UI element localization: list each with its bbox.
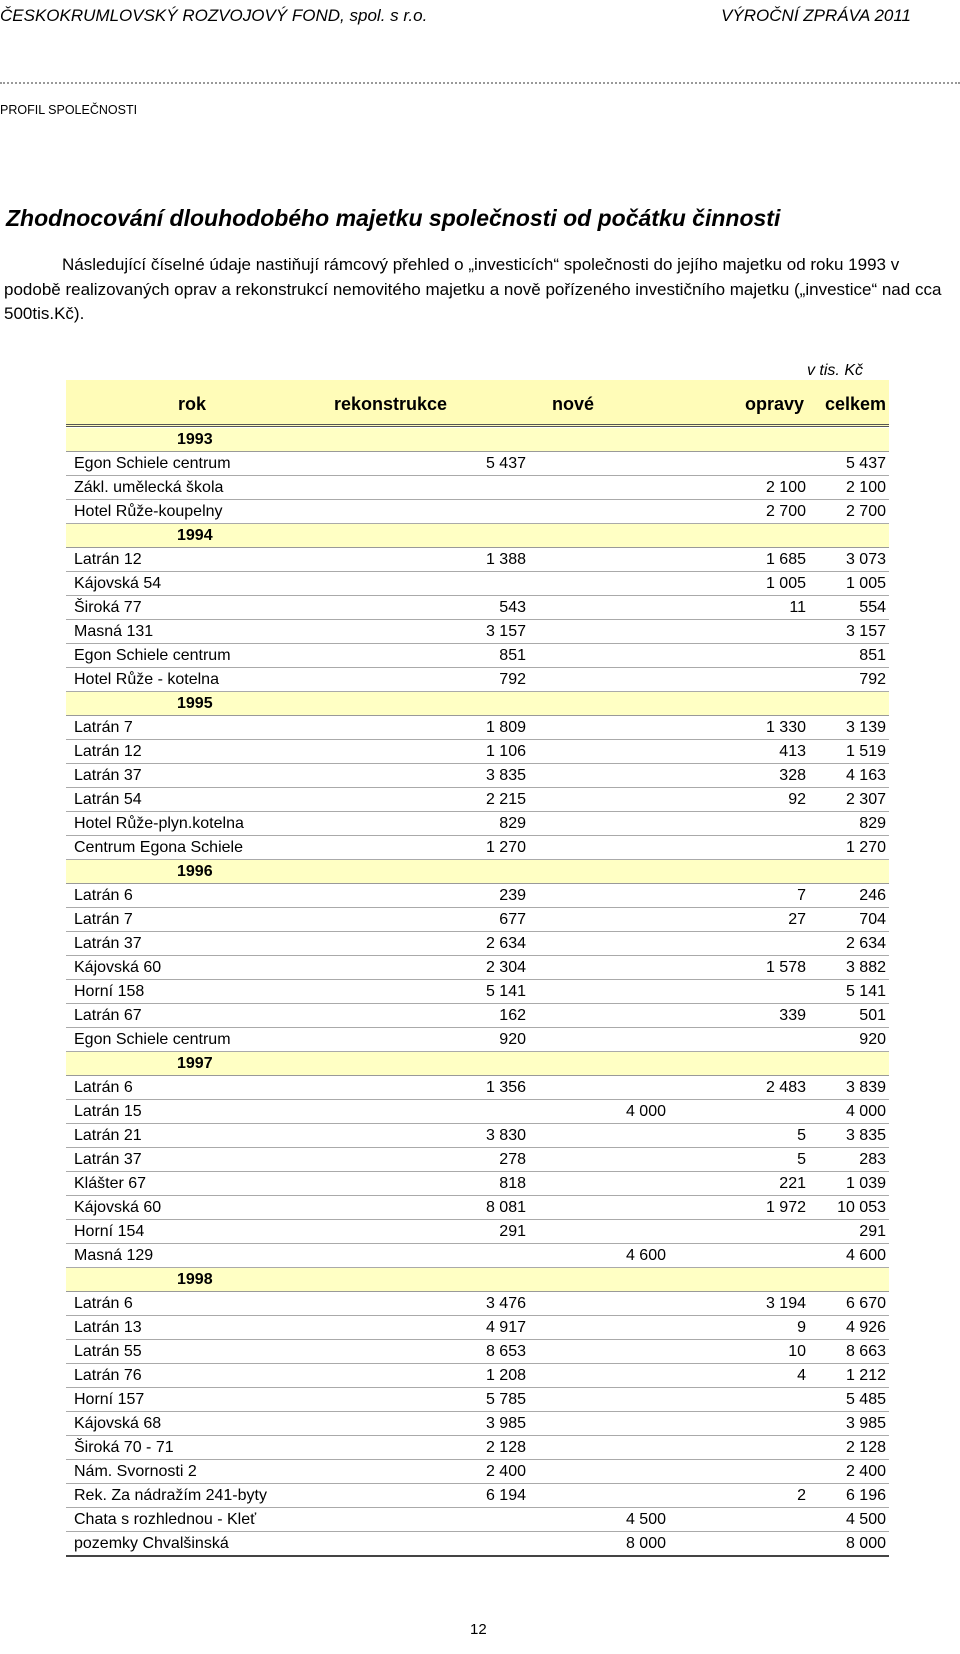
cell-name: pozemky Chvalšinská [74,1535,229,1552]
cell-rekonstrukce: 677 [499,911,526,928]
header-company: ČESKOKRUMLOVSKÝ ROZVOJOVÝ FOND, spol. s r.o. [0,6,428,25]
table-row [66,1124,889,1148]
cell-rekonstrukce: 792 [499,671,526,688]
year-row [66,524,889,548]
cell-name: Masná 129 [74,1247,154,1264]
cell-opravy: 92 [788,791,806,808]
cell-rekonstrukce: 1 388 [485,551,526,568]
table-row [66,884,889,908]
page-number: 12 [470,1621,487,1638]
cell-celkem: 3 835 [845,1127,886,1144]
cell-name: Latrán 7 [74,719,133,736]
table-row [66,1460,889,1484]
cell-celkem: 8 663 [845,1343,886,1360]
cell-opravy: 1 005 [765,575,806,592]
cell-celkem: 5 141 [845,983,886,1000]
table-row [66,1532,889,1557]
table-row [66,572,889,596]
cell-rekonstrukce: 1 208 [485,1367,526,1384]
cell-opravy: 11 [789,599,806,616]
cell-rekonstrukce: 543 [499,599,526,616]
cell-name: Latrán 7 [74,911,133,928]
table-row [66,500,889,524]
cell-name: Klášter 67 [74,1175,147,1192]
cell-opravy: 10 [788,1343,806,1360]
cell-celkem: 3 139 [845,719,886,736]
year-row [66,1052,889,1076]
table-row [66,1292,889,1316]
cell-opravy: 413 [779,743,806,760]
table-row [66,716,889,740]
table-row [66,644,889,668]
cell-celkem: 3 073 [845,551,886,568]
year-row [66,692,889,716]
cell-rekonstrukce: 5 785 [485,1391,526,1408]
cell-celkem: 2 634 [845,935,886,952]
cell-celkem: 246 [859,887,886,904]
year-label: 1995 [177,695,213,712]
table-row [66,1364,889,1388]
table-row [66,1172,889,1196]
cell-celkem: 6 196 [845,1487,886,1504]
year-row [66,1268,889,1292]
cell-opravy: 7 [797,887,806,904]
cell-name: Hotel Růže-plyn.kotelna [74,815,244,832]
year-label: 1994 [177,527,213,544]
cell-nove: 4 500 [625,1511,666,1528]
cell-celkem: 3 839 [845,1079,886,1096]
cell-rekonstrukce: 3 835 [485,767,526,784]
cell-celkem: 554 [859,599,886,616]
cell-celkem: 4 926 [845,1319,886,1336]
cell-nove: 4 600 [625,1247,666,1264]
table-header [66,380,889,427]
table-row [66,1244,889,1268]
year-label: 1993 [177,431,213,448]
cell-celkem: 1 519 [845,743,886,760]
cell-celkem: 2 700 [845,503,886,520]
cell-opravy: 2 700 [765,503,806,520]
cell-celkem: 4 600 [845,1247,886,1264]
cell-name: Latrán 54 [74,791,142,808]
cell-celkem: 2 100 [845,479,886,496]
cell-celkem: 5 437 [845,455,886,472]
cell-name: Nám. Svornosti 2 [74,1463,197,1480]
cell-opravy: 27 [788,911,806,928]
cell-rekonstrukce: 2 304 [485,959,526,976]
cell-name: Rek. Za nádražím 241-byty [74,1487,267,1504]
intro-paragraph [4,253,956,327]
col-header-rekonstrukce: rekonstrukce [334,394,448,414]
table-body [66,428,889,1557]
table-row [66,980,889,1004]
cell-rekonstrukce: 851 [499,647,526,664]
cell-rekonstrukce: 278 [499,1151,526,1168]
cell-rekonstrukce: 2 400 [485,1463,526,1480]
table-row [66,1148,889,1172]
page-title: Zhodnocování dlouhodobého majetku společnosti od počátku činnosti [6,205,781,231]
cell-celkem: 1 212 [845,1367,886,1384]
cell-celkem: 1 005 [845,575,886,592]
cell-opravy: 9 [797,1319,806,1336]
col-header-rok: rok [178,394,207,414]
cell-name: Egon Schiele centrum [74,647,231,664]
cell-rekonstrukce: 3 830 [485,1127,526,1144]
table-row [66,764,889,788]
table-row [66,1028,889,1052]
cell-rekonstrukce: 291 [499,1223,526,1240]
cell-name: Široká 77 [74,599,142,616]
cell-name: Latrán 13 [74,1319,142,1336]
cell-name: Latrán 15 [74,1103,142,1120]
cell-name: Latrán 37 [74,1151,142,1168]
cell-name: Chata s rozhlednou - Kleť [74,1511,257,1528]
cell-opravy: 1 972 [765,1199,806,1216]
cell-celkem: 2 128 [845,1439,886,1456]
table-row [66,932,889,956]
table-row [66,1004,889,1028]
intro-text: Následující číselné údaje nastiňují rámcový přehled o „investicích“ společnosti do jejího majetku od roku 1993 v podobě realizovaných oprav a rekonstrukcí nemovitého majetku a nově pořízeného investičního majetku („investice“ nad cca 500tis.Kč). [4,255,942,323]
cell-name: Latrán 67 [74,1007,142,1024]
cell-name: Latrán 12 [74,551,142,568]
cell-name: Egon Schiele centrum [74,455,231,472]
cell-name: Široká 70 - 71 [74,1439,174,1456]
cell-name: Masná 131 [74,623,154,640]
cell-name: Hotel Růže - kotelna [74,671,219,688]
year-label: 1997 [177,1055,213,1072]
cell-celkem: 851 [859,647,886,664]
cell-rekonstrukce: 2 634 [485,935,526,952]
cell-celkem: 501 [859,1007,886,1024]
cell-opravy: 5 [797,1151,806,1168]
cell-name: Latrán 37 [74,767,142,784]
cell-rekonstrukce: 8 081 [485,1199,526,1216]
cell-celkem: 6 670 [845,1295,886,1312]
cell-opravy: 328 [779,767,806,784]
table-row [66,836,889,860]
table-row [66,1484,889,1508]
cell-celkem: 704 [859,911,886,928]
cell-rekonstrukce: 5 141 [485,983,526,1000]
table-row [66,956,889,980]
cell-opravy: 1 685 [765,551,806,568]
cell-rekonstrukce: 829 [499,815,526,832]
table-row [66,788,889,812]
cell-rekonstrukce: 5 437 [485,455,526,472]
cell-name: Kájovská 60 [74,959,162,976]
section-label: PROFIL SPOLEČNOSTI [0,103,138,117]
cell-name: Horní 158 [74,983,145,1000]
table-row [66,908,889,932]
cell-celkem: 3 157 [845,623,886,640]
cell-opravy: 221 [779,1175,806,1192]
cell-opravy: 2 483 [765,1079,806,1096]
investment-table [66,380,889,1552]
cell-celkem: 3 985 [845,1415,886,1432]
cell-rekonstrukce: 2 215 [485,791,526,808]
cell-celkem: 8 000 [845,1535,886,1552]
cell-celkem: 2 307 [845,791,886,808]
table-row [66,1220,889,1244]
table-row [66,1316,889,1340]
cell-celkem: 10 053 [837,1199,886,1216]
cell-name: Latrán 37 [74,935,142,952]
cell-opravy: 339 [779,1007,806,1024]
cell-rekonstrukce: 239 [499,887,526,904]
cell-rekonstrukce: 1 809 [485,719,526,736]
cell-celkem: 4 500 [845,1511,886,1528]
year-label: 1996 [177,863,213,880]
header-report-title: VÝROČNÍ ZPRÁVA 2011 [721,6,911,25]
cell-opravy: 3 194 [765,1295,806,1312]
cell-celkem: 4 163 [845,767,886,784]
year-label: 1998 [177,1271,213,1288]
col-header-celkem: celkem [824,394,886,414]
cell-name: Kájovská 68 [74,1415,162,1432]
cell-rekonstrukce: 1 106 [485,743,526,760]
table-row [66,1196,889,1220]
cell-celkem: 291 [859,1223,886,1240]
table-row [66,1508,889,1532]
cell-celkem: 4 000 [845,1103,886,1120]
cell-rekonstrukce: 1 270 [485,839,526,856]
cell-name: Latrán 6 [74,1079,133,1096]
cell-celkem: 3 882 [845,959,886,976]
cell-nove: 8 000 [625,1535,666,1552]
cell-celkem: 829 [859,815,886,832]
table-row [66,476,889,500]
cell-name: Kájovská 54 [74,575,162,592]
cell-name: Egon Schiele centrum [74,1031,231,1048]
cell-name: Zákl. umělecká škola [74,479,224,496]
cell-nove: 4 000 [625,1103,666,1120]
table-row [66,548,889,572]
cell-celkem: 1 270 [845,839,886,856]
table-row [66,740,889,764]
cell-rekonstrukce: 2 128 [485,1439,526,1456]
cell-name: Latrán 6 [74,887,133,904]
cell-opravy: 2 [797,1487,806,1504]
cell-opravy: 1 578 [765,959,806,976]
cell-name: Latrán 6 [74,1295,133,1312]
cell-name: Kájovská 60 [74,1199,162,1216]
cell-rekonstrukce: 8 653 [485,1343,526,1360]
header-divider [0,82,960,84]
cell-opravy: 1 330 [765,719,806,736]
cell-celkem: 5 485 [845,1391,886,1408]
cell-celkem: 792 [859,671,886,688]
col-header-opravy: opravy [744,394,804,414]
cell-name: Latrán 21 [74,1127,142,1144]
cell-rekonstrukce: 1 356 [485,1079,526,1096]
cell-celkem: 2 400 [845,1463,886,1480]
cell-celkem: 1 039 [845,1175,886,1192]
year-row [66,428,889,452]
cell-name: Latrán 12 [74,743,142,760]
col-header-nove: nové [552,394,595,414]
cell-opravy: 5 [797,1127,806,1144]
table-row [66,1388,889,1412]
cell-rekonstrukce: 162 [499,1007,526,1024]
table-row [66,812,889,836]
table-row [66,1340,889,1364]
cell-opravy: 4 [797,1367,806,1384]
cell-celkem: 283 [859,1151,886,1168]
cell-opravy: 2 100 [765,479,806,496]
cell-name: Horní 157 [74,1391,145,1408]
cell-name: Latrán 55 [74,1343,142,1360]
cell-rekonstrukce: 4 917 [485,1319,526,1336]
table-row [66,1412,889,1436]
table-row [66,620,889,644]
cell-rekonstrukce: 3 476 [485,1295,526,1312]
table-row [66,1100,889,1124]
cell-rekonstrukce: 3 985 [485,1415,526,1432]
table-row [66,596,889,620]
cell-celkem: 920 [859,1031,886,1048]
cell-name: Latrán 76 [74,1367,142,1384]
cell-rekonstrukce: 3 157 [485,623,526,640]
cell-name: Hotel Růže-koupelny [74,503,223,520]
table-row [66,1436,889,1460]
cell-name: Centrum Egona Schiele [74,839,243,856]
table-row [66,452,889,476]
cell-rekonstrukce: 818 [499,1175,526,1192]
cell-rekonstrukce: 6 194 [485,1487,526,1504]
table-row [66,1076,889,1100]
cell-rekonstrukce: 920 [499,1031,526,1048]
table-row [66,668,889,692]
unit-label: v tis. Kč [806,362,863,379]
cell-name: Horní 154 [74,1223,145,1240]
year-row [66,860,889,884]
